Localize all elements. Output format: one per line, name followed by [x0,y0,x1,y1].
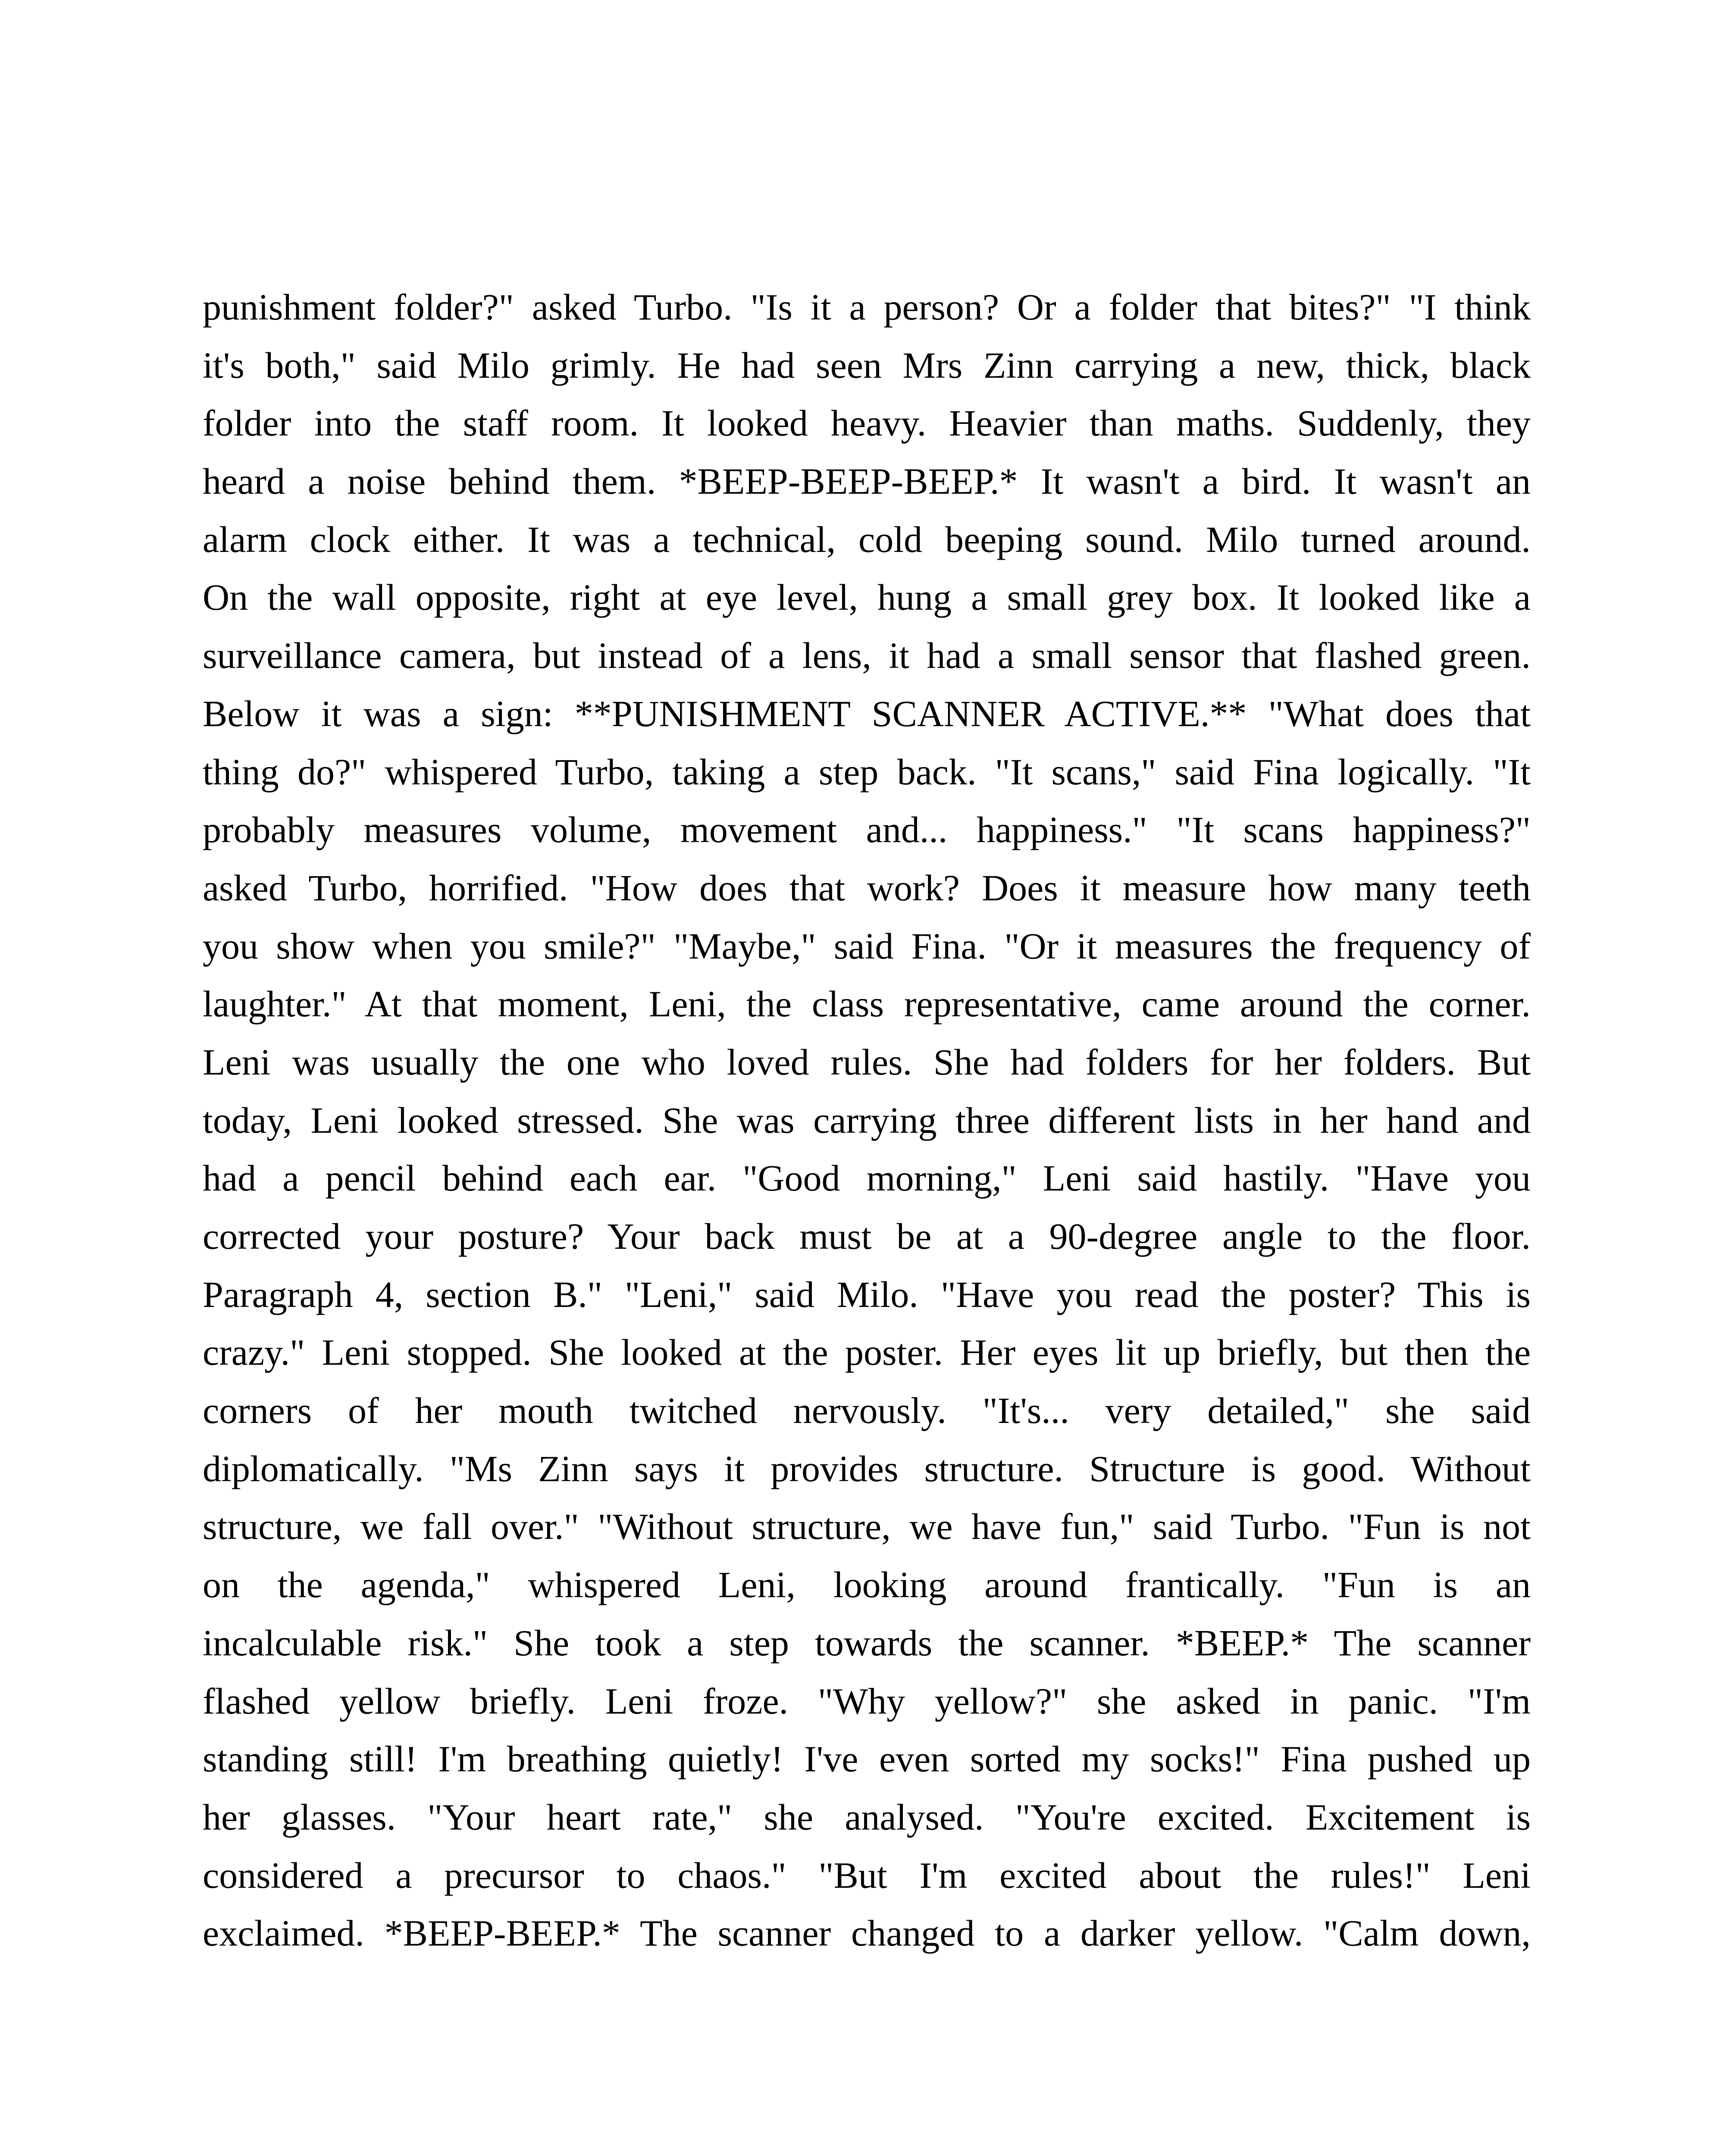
text-line: incalculable risk." She took a step towards the scanner. *BEEP.* The scanner [203,1622,1531,1664]
text-line: you show when you smile?" "Maybe," said Fina. "Or it measures the frequency of [203,925,1531,967]
text-line: thing do?" whispered Turbo, taking a step back. "It scans," said Fina logically. "It [203,751,1531,793]
text-line: laughter." At that moment, Leni, the class representative, came around the corner. [203,983,1531,1025]
text-line: her glasses. "Your heart rate," she analysed. "You're excited. Excitement is [203,1796,1531,1838]
text-line: exclaimed. *BEEP-BEEP.* The scanner changed to a darker yellow. "Calm down, [203,1912,1531,1954]
text-line: today, Leni looked stressed. She was carrying three different lists in her hand and [203,1099,1531,1141]
text-line: asked Turbo, horrified. "How does that work? Does it measure how many teeth [203,867,1531,909]
text-line: diplomatically. "Ms Zinn says it provides structure. Structure is good. Without [203,1448,1531,1489]
text-line: punishment folder?" asked Turbo. "Is it a person? Or a folder that bites?" "I think [203,286,1531,328]
text-line: On the wall opposite, right at eye level, hung a small grey box. It looked like a [203,577,1531,618]
text-line: Paragraph 4, section B." "Leni," said Milo. "Have you read the poster? This is [203,1273,1531,1315]
text-line: standing still! I'm breathing quietly! I've even sorted my socks!" Fina pushed up [203,1738,1531,1780]
text-line: Leni was usually the one who loved rules. She had folders for her folders. But [203,1041,1531,1083]
text-line: heard a noise behind them. *BEEP-BEEP-BEEP.* It wasn't a bird. It wasn't an [203,461,1531,502]
text-line: it's both," said Milo grimly. He had seen Mrs Zinn carrying a new, thick, black [203,344,1531,386]
text-line: folder into the staff room. It looked heavy. Heavier than maths. Suddenly, they [203,402,1531,444]
text-line: probably measures volume, movement and... happiness." "It scans happiness?" [203,809,1531,851]
text-line: on the agenda," whispered Leni, looking around frantically. "Fun is an [203,1564,1531,1606]
text-line: flashed yellow briefly. Leni froze. "Why yellow?" she asked in panic. "I'm [203,1680,1531,1722]
text-line: surveillance camera, but instead of a lens, it had a small sensor that flashed green. [203,635,1531,677]
text-line: structure, we fall over." "Without structure, we have fun," said Turbo. "Fun is not [203,1506,1531,1548]
text-line: Below it was a sign: **PUNISHMENT SCANNER ACTIVE.** "What does that [203,693,1531,734]
text-line: crazy." Leni stopped. She looked at the poster. Her eyes lit up briefly, but then the [203,1332,1531,1373]
text-line: corrected your posture? Your back must be at a 90-degree angle to the floor. [203,1216,1531,1257]
text-line: alarm clock either. It was a technical, cold beeping sound. Milo turned around. [203,518,1531,560]
body-text [203,278,1531,1962]
text-line: corners of her mouth twitched nervously. "It's... very detailed," she said [203,1390,1531,1432]
text-line: considered a precursor to chaos." "But I'm excited about the rules!" Leni [203,1854,1531,1896]
text-line: had a pencil behind each ear. "Good morning," Leni said hastily. "Have you [203,1157,1531,1199]
